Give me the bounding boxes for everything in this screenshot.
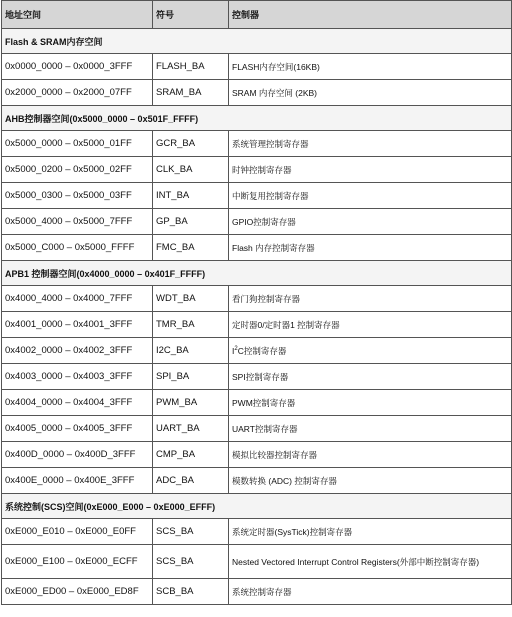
table-row <box>2 131 512 157</box>
table-row <box>2 364 512 390</box>
table-row <box>2 235 512 261</box>
address-cell: 0x400E_0000 – 0x400E_3FFF <box>2 468 153 494</box>
address-cell: 0xE000_ED00 – 0xE000_ED8F <box>2 579 153 605</box>
controller-cell: 看门狗控制寄存器 <box>229 286 512 312</box>
controller-cell: 时钟控制寄存器 <box>229 157 512 183</box>
symbol-cell: FMC_BA <box>153 235 229 261</box>
controller-cell: 定时器0/定时器1 控制寄存器 <box>229 312 512 338</box>
section-title: APB1 控制器空间(0x4000_0000 – 0x401F_FFFF) <box>2 261 512 286</box>
controller-column-header: 控制器 <box>229 1 512 29</box>
table-row <box>2 312 512 338</box>
memory-map-table <box>1 0 512 605</box>
controller-cell: 中断复用控制寄存器 <box>229 183 512 209</box>
address-column-header: 地址空间 <box>2 1 153 29</box>
table-row <box>2 468 512 494</box>
address-cell: 0x5000_0200 – 0x5000_02FF <box>2 157 153 183</box>
symbol-cell: SPI_BA <box>153 364 229 390</box>
table-row <box>2 286 512 312</box>
symbol-cell: TMR_BA <box>153 312 229 338</box>
section-header-row <box>2 106 512 131</box>
symbol-cell: GP_BA <box>153 209 229 235</box>
section-title: Flash & SRAM内存空间 <box>2 29 512 54</box>
address-cell: 0x4001_0000 – 0x4001_3FFF <box>2 312 153 338</box>
address-cell: 0x400D_0000 – 0x400D_3FFF <box>2 442 153 468</box>
table-row <box>2 338 512 364</box>
symbol-cell: SCS_BA <box>153 519 229 545</box>
symbol-cell: SCB_BA <box>153 579 229 605</box>
symbol-cell: SRAM_BA <box>153 80 229 106</box>
section-header-row <box>2 494 512 519</box>
controller-cell: SRAM 内存空间 (2KB) <box>229 80 512 106</box>
controller-cell: SPI控制寄存器 <box>229 364 512 390</box>
address-cell: 0xE000_E010 – 0xE000_E0FF <box>2 519 153 545</box>
address-cell: 0x4003_0000 – 0x4003_3FFF <box>2 364 153 390</box>
controller-cell: FLASH内存空间(16KB) <box>229 54 512 80</box>
controller-cell: 模拟比较器控制寄存器 <box>229 442 512 468</box>
controller-cell: 系统定时器(SysTick)控制寄存器 <box>229 519 512 545</box>
address-cell: 0x4005_0000 – 0x4005_3FFF <box>2 416 153 442</box>
table-row <box>2 157 512 183</box>
table-row <box>2 209 512 235</box>
address-cell: 0x0000_0000 – 0x0000_3FFF <box>2 54 153 80</box>
symbol-cell: ADC_BA <box>153 468 229 494</box>
symbol-column-header: 符号 <box>153 1 229 29</box>
controller-cell: 模数转换 (ADC) 控制寄存器 <box>229 468 512 494</box>
table-row <box>2 519 512 545</box>
address-cell: 0x5000_4000 – 0x5000_7FFF <box>2 209 153 235</box>
controller-cell: Flash 内存控制寄存器 <box>229 235 512 261</box>
address-cell: 0x5000_0300 – 0x5000_03FF <box>2 183 153 209</box>
address-cell: 0xE000_E100 – 0xE000_ECFF <box>2 545 153 579</box>
table-row <box>2 416 512 442</box>
symbol-cell: FLASH_BA <box>153 54 229 80</box>
table-row <box>2 442 512 468</box>
symbol-cell: INT_BA <box>153 183 229 209</box>
table-row <box>2 80 512 106</box>
symbol-cell: PWM_BA <box>153 390 229 416</box>
address-cell: 0x5000_0000 – 0x5000_01FF <box>2 131 153 157</box>
symbol-cell: I2C_BA <box>153 338 229 364</box>
memory-map-body <box>2 1 512 605</box>
address-cell: 0x4000_4000 – 0x4000_7FFF <box>2 286 153 312</box>
controller-cell <box>229 338 512 364</box>
controller-cell: 系统管理控制寄存器 <box>229 131 512 157</box>
table-header-row <box>2 1 512 29</box>
table-row <box>2 54 512 80</box>
controller-cell: PWM控制寄存器 <box>229 390 512 416</box>
controller-cell: Nested Vectored Interrupt Control Registers(外部中断控制寄存器) <box>229 545 512 579</box>
symbol-cell: WDT_BA <box>153 286 229 312</box>
symbol-cell: SCS_BA <box>153 545 229 579</box>
symbol-cell: CLK_BA <box>153 157 229 183</box>
table-row <box>2 579 512 605</box>
symbol-cell: CMP_BA <box>153 442 229 468</box>
section-header-row <box>2 261 512 286</box>
section-header-row <box>2 29 512 54</box>
address-cell: 0x4004_0000 – 0x4004_3FFF <box>2 390 153 416</box>
symbol-cell: UART_BA <box>153 416 229 442</box>
table-row <box>2 183 512 209</box>
superscript-text: 2 <box>234 345 238 352</box>
section-title: 系统控制(SCS)空间(0xE000_E000 – 0xE000_EFFF) <box>2 494 512 519</box>
table-row <box>2 545 512 579</box>
address-cell: 0x2000_0000 – 0x2000_07FF <box>2 80 153 106</box>
address-cell: 0x4002_0000 – 0x4002_3FFF <box>2 338 153 364</box>
symbol-cell: GCR_BA <box>153 131 229 157</box>
address-cell: 0x5000_C000 – 0x5000_FFFF <box>2 235 153 261</box>
table-row <box>2 390 512 416</box>
controller-cell: GPIO控制寄存器 <box>229 209 512 235</box>
section-title: AHB控制器空间(0x5000_0000 – 0x501F_FFFF) <box>2 106 512 131</box>
controller-cell: 系统控制寄存器 <box>229 579 512 605</box>
controller-cell: UART控制寄存器 <box>229 416 512 442</box>
controller-text-rest: C控制寄存器 <box>237 345 287 356</box>
controller-text: I <box>232 345 235 356</box>
